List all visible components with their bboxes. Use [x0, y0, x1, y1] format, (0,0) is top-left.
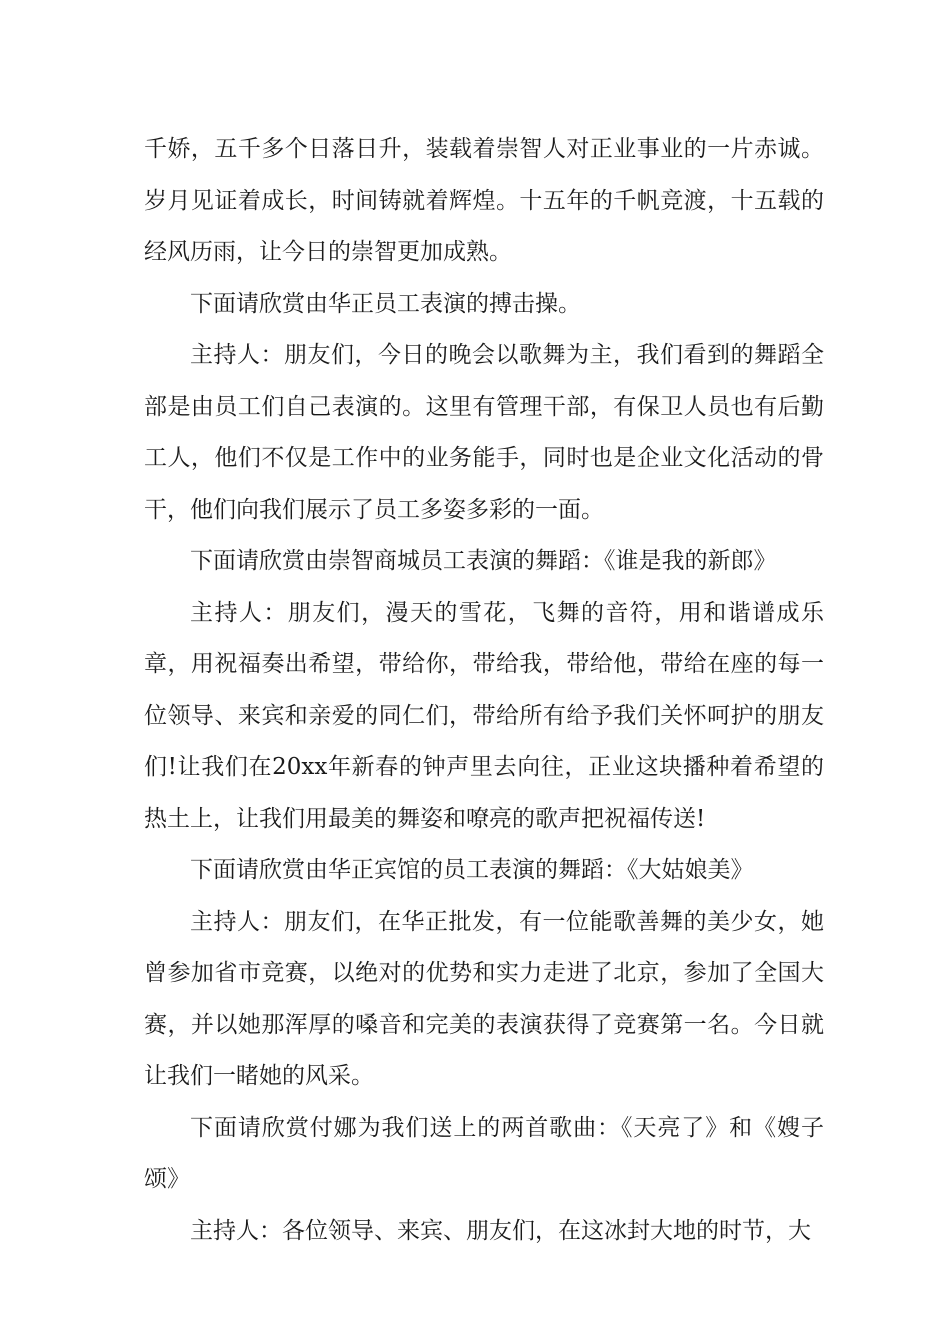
paragraph-3: 主持人：朋友们，今日的晚会以歌舞为主，我们看到的舞蹈全部是由员工们自己表演的。这里有管理干部，有保卫人员也有后勤工人，他们不仅是工作中的业务能手，同时也是企业文化活动的骨干，他们向我们展示了员工多姿多彩的一面。	[144, 342, 824, 523]
paragraph-1: 千娇，五千多个日落日升，装载着崇智人对正业事业的一片赤诚。岁月见证着成长，时间铸就着辉煌。十五年的千帆竞渡，十五载的经风历雨，让今日的崇智更加成熟。	[144, 136, 824, 265]
paragraph-8: 下面请欣赏付娜为我们送上的两首歌曲：《天亮了》和《嫂子颂》	[144, 1114, 824, 1192]
paragraph-6: 下面请欣赏由华正宾馆的员工表演的舞蹈：《大姑娘美》	[190, 857, 754, 883]
paragraph-2: 下面请欣赏由华正员工表演的搏击操。	[190, 290, 581, 317]
document-page	[144, 124, 824, 1257]
paragraph-5: 主持人：朋友们，漫天的雪花，飞舞的音符，用和谐谱成乐章，用祝福奏出希望，带给你，带给我，带给他，带给在座的每一位领导、来宾和亲爱的同仁们，带给所有给予我们关怀呵护的朋友们!让我们在20xx年新春的钟声里去向往，正业这块播种着希望的热土上，让我们用最美的舞姿和嘹亮的歌声把祝福传送!	[144, 599, 824, 832]
paragraph-4: 下面请欣赏由崇智商城员工表演的舞蹈：《谁是我的新郎》	[190, 548, 777, 574]
paragraph-7: 主持人：朋友们，在华正批发，有一位能歌善舞的美少女，她曾参加省市竞赛，以绝对的优势和实力走进了北京，参加了全国大赛，并以她那浑厚的嗓音和完美的表演获得了竞赛第一名。今日就让我们一睹她的风采。	[144, 908, 824, 1089]
paragraph-9: 主持人：各位领导、来宾、朋友们，在这冰封大地的时节，大	[190, 1217, 811, 1244]
